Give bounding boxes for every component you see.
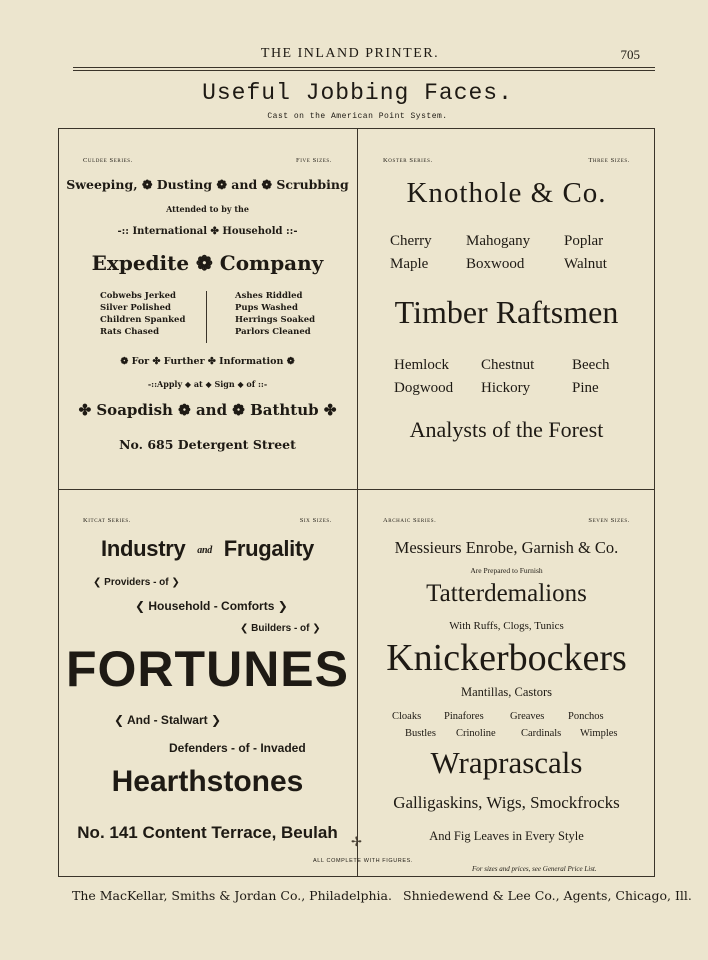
list-item: Maple bbox=[390, 256, 429, 272]
culdee-line-1: Sweeping, ❁ Dusting ❁ and ❁ Scrubbing bbox=[66, 177, 349, 192]
culdee-line-5: ❁ For ✤ Further ✤ Information ❁ bbox=[120, 356, 295, 367]
kitcat-line-6: ❮ And - Stalwart ❯ bbox=[114, 713, 222, 727]
list-item: Ashes Riddled bbox=[235, 291, 303, 301]
kitcat-line-4: ❮ Builders - of ❯ bbox=[240, 623, 321, 634]
kitcat-panel bbox=[58, 490, 357, 876]
kitcat-series-label: Kitcat Series. bbox=[83, 517, 132, 524]
culdee-line-2: Attended to by the bbox=[166, 204, 249, 214]
list-item: Crinoline bbox=[456, 728, 496, 739]
list-item: Hickory bbox=[481, 380, 531, 396]
archaic-line-9: And Fig Leaves in Every Style bbox=[429, 829, 584, 843]
price-list-note: For sizes and prices, see General Price List. bbox=[472, 865, 597, 873]
archaic-line-8: Galligaskins, Wigs, Smockfrocks bbox=[393, 793, 620, 812]
kitcat-line-1 bbox=[58, 536, 357, 562]
running-title: THE INLAND PRINTER. bbox=[260, 46, 440, 61]
kitcat-line-3: ❮ Household - Comforts ❯ bbox=[135, 599, 288, 613]
kitcat-sizes-label: Six Sizes. bbox=[299, 517, 332, 524]
list-item: Walnut bbox=[564, 256, 607, 272]
culdee-sizes-label: Five Sizes. bbox=[296, 157, 332, 164]
archaic-line-7: Wraprascals bbox=[430, 745, 583, 780]
ornament-icon: ✢ bbox=[351, 834, 362, 849]
list-item: Boxwood bbox=[466, 256, 525, 272]
archaic-row-1 bbox=[358, 711, 655, 725]
kitcat-line-9: No. 141 Content Terrace, Beulah bbox=[77, 823, 338, 842]
culdee-panel bbox=[58, 129, 357, 489]
culdee-series-label: Culdee Series. bbox=[83, 157, 133, 164]
culdee-list-left bbox=[100, 290, 185, 338]
list-item: Bustles bbox=[405, 728, 436, 739]
page-heading: Useful Jobbing Faces. bbox=[202, 80, 513, 106]
list-item: Children Spanked bbox=[100, 315, 186, 325]
culdee-line-7: ✤ Soapdish ❁ and ❁ Bathtub ✤ bbox=[78, 401, 337, 419]
culdee-line-4: Expedite ❁ Company bbox=[91, 251, 324, 275]
kitcat-and-glyph: and bbox=[197, 545, 212, 556]
kitcat-line-2: ❮ Providers - of ❯ bbox=[93, 577, 180, 588]
list-item: Cobwebs Jerked bbox=[100, 291, 176, 301]
running-head bbox=[60, 46, 640, 64]
header-rule-2 bbox=[73, 70, 655, 71]
koster-line-2: Timber Raftsmen bbox=[394, 294, 619, 330]
kitcat-line-8: Hearthstones bbox=[111, 765, 304, 798]
list-item: Chestnut bbox=[481, 357, 535, 373]
complete-with-figures-note: ALL COMPLETE WITH FIGURES. bbox=[313, 858, 414, 864]
list-item: Silver Polished bbox=[100, 303, 171, 313]
list-item: Hemlock bbox=[394, 357, 449, 373]
culdee-column-rule bbox=[206, 291, 207, 343]
page-number: 705 bbox=[620, 47, 640, 62]
koster-sizes-label: Three Sizes. bbox=[588, 157, 630, 164]
header-rule bbox=[73, 67, 655, 68]
koster-series-label: Koster Series. bbox=[383, 157, 433, 164]
list-item: Pine bbox=[572, 380, 599, 396]
archaic-panel bbox=[358, 490, 655, 876]
kitcat-line-7: Defenders - of - Invaded bbox=[169, 741, 306, 755]
archaic-line-5: Knickerbockers bbox=[386, 637, 627, 679]
list-item: Dogwood bbox=[394, 380, 454, 396]
archaic-line-2: Are Prepared to Furnish bbox=[470, 566, 543, 575]
koster-line-3: Analysts of the Forest bbox=[409, 417, 604, 442]
archaic-line-4: With Ruffs, Clogs, Tunics bbox=[449, 620, 564, 632]
list-item: Parlors Cleaned bbox=[235, 327, 311, 337]
list-item: Beech bbox=[572, 357, 610, 373]
list-item: Mahogany bbox=[466, 233, 531, 249]
archaic-series-label: Archaic Series. bbox=[383, 517, 437, 524]
culdee-line-3: -:: International ✤ Household ::- bbox=[117, 226, 298, 237]
list-item: Greaves bbox=[510, 711, 545, 722]
koster-panel bbox=[358, 129, 655, 489]
list-item: Cardinals bbox=[521, 728, 562, 739]
culdee-line-6: -::Apply ◆ at ◆ Sign ◆ of ::- bbox=[147, 379, 268, 389]
archaic-row-2 bbox=[358, 728, 655, 742]
culdee-list-right bbox=[235, 290, 315, 338]
page-subheading: Cast on the American Point System. bbox=[267, 112, 448, 121]
list-item: Rats Chased bbox=[100, 327, 160, 337]
culdee-line-8: No. 685 Detergent Street bbox=[119, 437, 296, 452]
kitcat-line-1-b: Frugality bbox=[223, 536, 314, 561]
kitcat-line-5: FORTUNES bbox=[66, 641, 349, 697]
list-item: Herrings Soaked bbox=[235, 315, 316, 325]
archaic-sizes-label: Seven Sizes. bbox=[588, 517, 630, 524]
list-item: Pups Washed bbox=[235, 303, 298, 313]
footer-founder: The MacKellar, Smiths & Jordan Co., Philadelphia. bbox=[72, 888, 392, 903]
archaic-line-6: Mantillas, Castors bbox=[461, 685, 552, 699]
list-item: Poplar bbox=[564, 233, 604, 249]
list-item: Pinafores bbox=[444, 711, 484, 722]
archaic-line-3: Tatterdemalions bbox=[426, 580, 587, 607]
list-item: Wimples bbox=[580, 728, 618, 739]
footer-agents: Shniedewend & Lee Co., Agents, Chicago, Ill. bbox=[403, 888, 692, 903]
list-item: Ponchos bbox=[568, 711, 604, 722]
archaic-line-1: Messieurs Enrobe, Garnish & Co. bbox=[394, 538, 619, 557]
list-item: Cloaks bbox=[392, 711, 422, 722]
list-item: Cherry bbox=[390, 233, 432, 249]
koster-line-1: Knothole & Co. bbox=[406, 177, 607, 209]
kitcat-line-1-a: Industry bbox=[101, 536, 186, 561]
